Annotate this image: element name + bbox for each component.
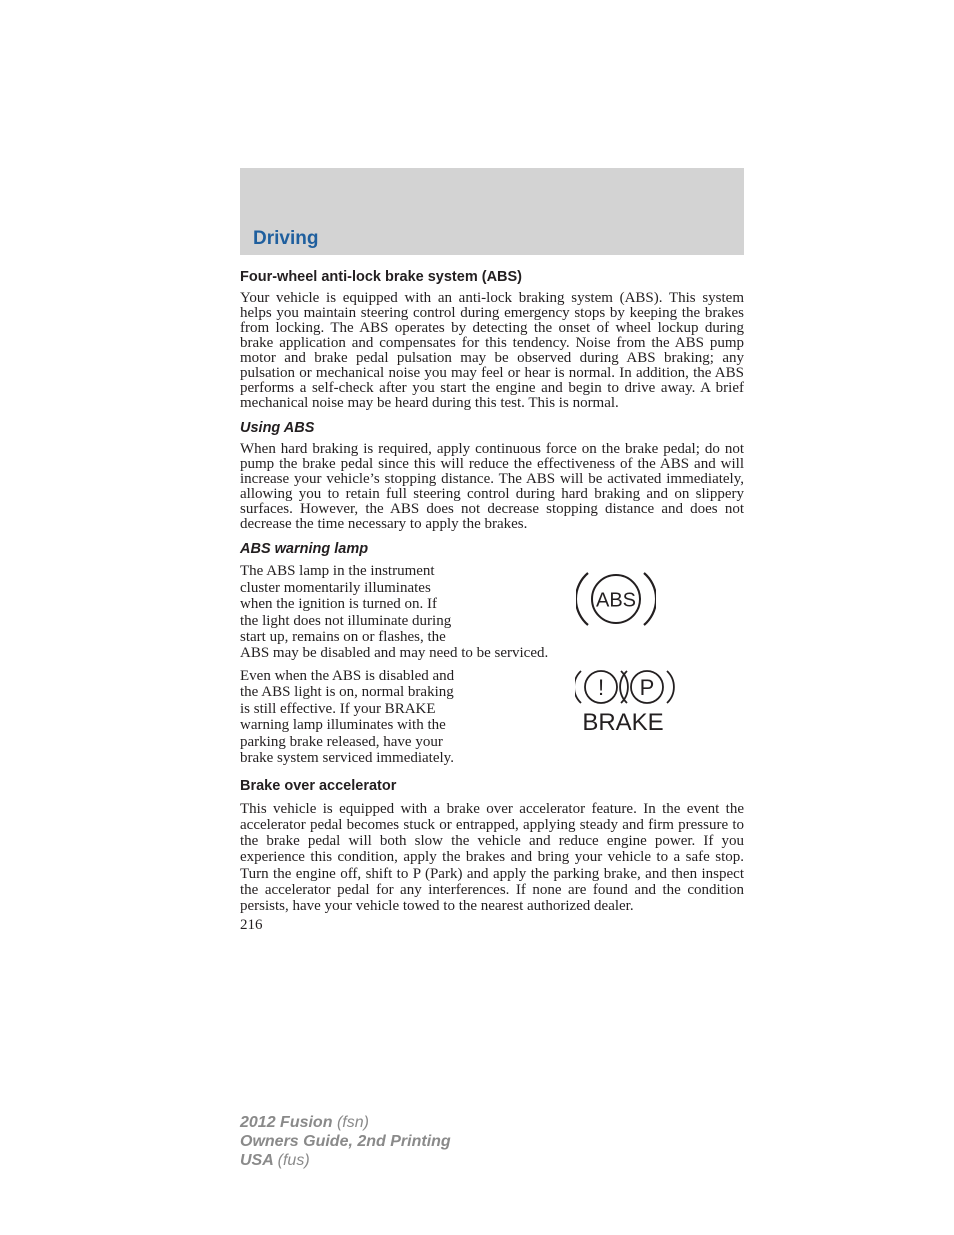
paragraph-brake-over-accelerator: This vehicle is equipped with a brake over accelerator feature. In the event the accelerator pedal becomes stuck or entrapped, applying steady and firm pressure to the brake pedal will both slow the vehicle and reduce engine power. If you experience this condition, apply the brakes and bring your vehicle to a safe stop. Turn the engine off, shift to P (Park) and apply the parking brake, and then inspect the accelerator pedal for any interferences. If none are found and the condition persists, have your vehicle towed to the nearest authorized dealer. <box>240 800 744 915</box>
paragraph-abs-lamp <box>240 563 488 646</box>
section-title: Driving <box>253 228 319 249</box>
text-line: when the ignition is turned on. If <box>240 596 438 612</box>
footer-line-3 <box>240 1151 451 1170</box>
heading-abs: Four-wheel anti-lock brake system (ABS) <box>240 269 523 285</box>
text-line: warning lamp illuminates with the <box>240 717 446 733</box>
text-line: Even when the ABS is disabled and <box>240 667 455 684</box>
brake-icon-label: BRAKE <box>582 708 664 734</box>
abs-warning-icon <box>576 569 656 629</box>
exclamation-icon: ! <box>597 674 605 700</box>
text-line: the light does not illuminate during <box>240 612 452 629</box>
footer <box>240 1113 451 1170</box>
brake-lamp-block <box>240 668 744 767</box>
text-line: brake system serviced immediately. <box>240 750 454 766</box>
abs-lamp-block <box>240 563 744 661</box>
heading-using-abs: Using ABS <box>240 420 315 436</box>
text-line: cluster momentarily illuminates <box>240 579 431 596</box>
footer-model-code: (fsn) <box>336 1114 369 1131</box>
paragraph-using-abs: When hard braking is required, apply continuous force on the brake pedal; do not pump the brake pedal since this will reduce the effectiveness of the ABS and will increase your vehicle’s stopping distance. The ABS will be activated immediately, allowing you to retain full steering control during hard braking and on slippery surfaces. However, the ABS does not decrease stopping distance and does not decrease the time necessary to apply the brakes. <box>240 441 744 532</box>
heading-abs-warning-lamp: ABS warning lamp <box>240 541 369 557</box>
page-number: 216 <box>240 916 263 933</box>
page-content <box>240 268 744 934</box>
text-line: The ABS lamp in the instrument <box>240 563 435 579</box>
footer-line-2: Owners Guide, 2nd Printing <box>240 1133 451 1150</box>
footer-region: USA <box>240 1152 274 1169</box>
text-line: is still effective. If your BRAKE <box>240 700 436 717</box>
text-line: start up, remains on or flashes, the <box>240 629 446 645</box>
paragraph-abs-lamp-tail: ABS may be disabled and may need to be serviced. <box>240 644 549 661</box>
heading-brake-over-accelerator: Brake over accelerator <box>240 777 397 794</box>
text-line: the ABS light is on, normal braking <box>240 684 454 700</box>
paragraph-abs-intro: Your vehicle is equipped with an anti-lock braking system (ABS). This system helps you maintain steering control during emergency stops by keeping the brakes from locking. The ABS operates by detecting the onset of wheel lockup during brake application and compensates for this tendency. Noise from the ABS pump motor and brake pedal pulsation may be observed during ABS braking; any pulsation or mechanical noise you may feel or hear is normal. In addition, the ABS performs a self-check after you start the engine and begin to drive away. A brief mechanical noise may be heard during this test. This is normal. <box>240 290 744 411</box>
brake-warning-icon <box>575 668 675 734</box>
parking-p-icon: P <box>639 674 655 700</box>
footer-line-1 <box>240 1113 451 1132</box>
abs-icon-label: ABS <box>595 589 637 612</box>
paragraph-brake-lamp <box>240 668 488 767</box>
footer-model: 2012 Fusion <box>240 1114 333 1131</box>
footer-region-code: (fus) <box>277 1152 310 1169</box>
text-line: parking brake released, have your <box>240 733 443 750</box>
